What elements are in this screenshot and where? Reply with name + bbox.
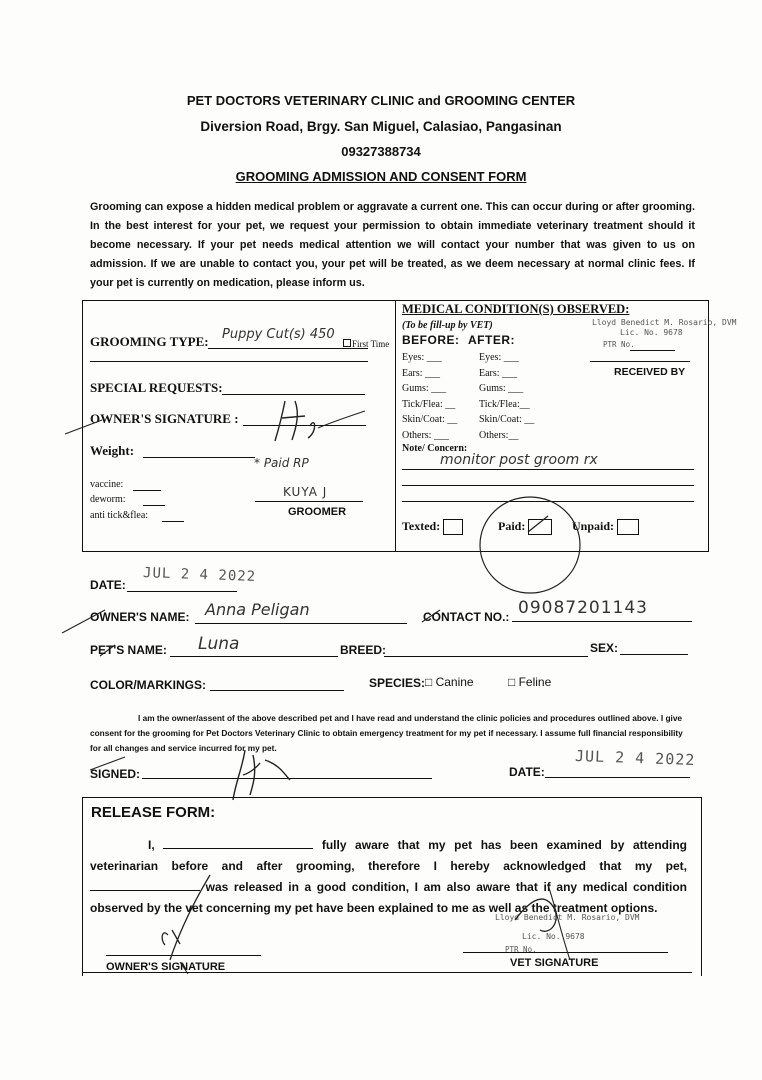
intro-paragraph: Grooming can expose a hidden medical problem or aggravate a current one. This can occur during or after grooming. In the best interest for your pet, we request your permission to obtain immediate veterinary treatment should it become necessary. If your pet needs medical attention we will contact your number that was given to us on admission. If we are unable to contact you, your pet will be treated, as we deem necessary at normal clinic fees. If your pet is currently on medication, please inform us. [90, 201, 695, 289]
owner-name-label: OWNER'S NAME: [90, 610, 190, 624]
signature-strikes [60, 396, 380, 446]
vet-stamp-name: Lloyd Benedict M. Rosario, DVM [592, 318, 737, 327]
texted-checkbox[interactable] [443, 519, 463, 535]
after-item[interactable]: Tick/Flea:__ [479, 398, 530, 410]
release-text-3: was released in a good condition, I am also aware that if any medical condition observed by the vet concerning my pet have been explained to me as well as the treatment options. [90, 880, 687, 915]
release-vet-stamp-name: Lloyd Benedict M. Rosario, DVM [495, 913, 640, 922]
release-text-2: fully aware that my pet has been examined by attending veterinarian before and after grooming, therefore I hereby acknowledged that my pet, [90, 838, 687, 873]
texted-field[interactable] [402, 519, 463, 535]
release-vet-stamp-ptr: PTR No. [505, 945, 537, 954]
paid-label: Paid: [498, 519, 526, 533]
before-list [402, 350, 457, 443]
release-vet-signature [500, 880, 620, 970]
species-canine[interactable]: □ Canine [425, 675, 474, 689]
date-value[interactable]: JUL 2 4 2022 [142, 565, 257, 585]
release-owner-signature [140, 870, 240, 980]
unpaid-label: Unpaid: [572, 519, 615, 533]
special-requests-label: SPECIAL REQUESTS: [90, 380, 223, 395]
before-item[interactable]: Eyes: ___ [402, 352, 442, 363]
contact-value[interactable]: 09087201143 [518, 598, 648, 618]
grooming-type-label: GROOMING TYPE: [90, 334, 209, 349]
release-owner-blank[interactable] [163, 836, 313, 849]
after-item[interactable]: Skin/Coat: __ [479, 414, 535, 425]
note-line-2 [402, 485, 694, 486]
deworm-line[interactable] [143, 505, 165, 506]
species-feline[interactable]: □ Feline [508, 675, 552, 689]
after-label: AFTER: [468, 333, 515, 347]
pet-name-line [170, 656, 338, 657]
before-item[interactable]: Skin/Coat: __ [402, 414, 458, 425]
color-line[interactable] [210, 690, 344, 691]
sex-label: SEX: [590, 641, 619, 655]
received-by-label: RECEIVED BY [614, 366, 686, 378]
before-item[interactable]: Others: ___ [402, 429, 449, 441]
first-time-checkbox[interactable] [343, 339, 389, 349]
pet-name-value[interactable]: Luna [198, 634, 240, 654]
clinic-address: Diversion Road, Brgy. San Miguel, Calasiao, Pangasinan [200, 119, 562, 134]
after-list [479, 350, 534, 443]
medical-title: MEDICAL CONDITION(S) OBSERVED: [402, 302, 630, 316]
strike-marks [60, 600, 480, 680]
note-value[interactable]: monitor post groom rx [440, 452, 598, 468]
sex-line[interactable] [620, 654, 688, 655]
signed-date-line [545, 777, 690, 778]
release-vet-sig-label: VET SIGNATURE [510, 957, 599, 969]
column-divider [395, 300, 396, 552]
groomer-line[interactable] [255, 501, 363, 502]
before-label: BEFORE: [402, 333, 460, 347]
species-label: SPECIES: [369, 676, 426, 690]
color-label: COLOR/MARKINGS: [90, 678, 206, 692]
signed-date-label: DATE: [509, 765, 545, 779]
before-item[interactable]: Gums: ___ [402, 383, 447, 394]
vaccine-label: vaccine: [90, 479, 124, 490]
contact-line [512, 621, 692, 622]
release-text-1: I, [148, 838, 155, 852]
anti-tick-line[interactable] [162, 521, 184, 522]
grooming-type-line-2 [90, 361, 368, 362]
weight-line[interactable] [143, 457, 255, 458]
vet-ptr-line [630, 350, 675, 351]
vet-stamp-ptr: PTR No. [603, 340, 635, 349]
after-item[interactable]: Gums: ___ [479, 383, 524, 394]
signed-label: SIGNED: [90, 767, 141, 781]
texted-label: Texted: [402, 519, 441, 533]
vaccine-line[interactable] [133, 490, 161, 491]
after-item[interactable]: Eyes: ___ [479, 352, 519, 363]
breed-label: BREED: [340, 643, 387, 657]
medical-subtitle: (To be fill-up by VET) [402, 320, 493, 331]
groomer-label: GROOMER [288, 506, 347, 518]
grooming-type-value[interactable]: Puppy Cut(s) 450 [222, 327, 335, 342]
first-time-label: First Time [352, 339, 390, 349]
note-line-1 [402, 469, 694, 470]
before-item[interactable]: Tick/Flea: __ [402, 398, 456, 410]
release-title: RELEASE FORM: [91, 804, 216, 821]
breed-line[interactable] [384, 656, 588, 657]
vet-stamp-lic: Lic. No. 9678 [620, 328, 683, 337]
date-label: DATE: [90, 578, 126, 592]
owner-name-value[interactable]: Anna Peligan [205, 600, 310, 619]
paid-circle-mark [470, 490, 590, 600]
signed-date-value[interactable]: JUL 2 4 2022 [574, 746, 696, 770]
groomer-value: KUYA J [283, 485, 328, 499]
date-line [127, 591, 237, 592]
weight-label: Weight: [90, 443, 135, 458]
pet-name-label: PET'S NAME: [90, 643, 167, 657]
clinic-phone: 09327388734 [341, 144, 421, 159]
after-item[interactable]: Others:__ [479, 429, 519, 441]
after-item[interactable]: Ears: ___ [479, 367, 518, 379]
before-item[interactable]: Ears: ___ [402, 367, 441, 379]
anti-tick-label: anti tick&flea: [90, 510, 149, 521]
contact-label: CONTACT NO.: [423, 610, 510, 624]
special-requests-line[interactable] [222, 394, 365, 395]
release-bottom-line [82, 972, 692, 973]
consent-paragraph: I am the owner/assent of the above described pet and I have read and understand the clinic policies and procedures outlined above. I give consent for the grooming for Pet Doctors Veterinary Clinic to obtain emergency treatment for my pet if necessary. I assume full financial responsibility for all changes and service incurred for my pet. [90, 713, 683, 753]
note-label: Note/ Concern: [402, 443, 468, 454]
received-by-line[interactable] [590, 361, 690, 362]
clinic-name: PET DOCTORS VETERINARY CLINIC and GROOMING CENTER [186, 93, 576, 108]
unpaid-checkbox[interactable] [617, 519, 639, 535]
paid-note: * Paid RP [254, 456, 309, 470]
deworm-label: deworm: [90, 494, 126, 505]
release-vet-stamp-lic: Lic. No. 9678 [522, 932, 585, 941]
release-owner-sig-label: OWNER'S SIGNATURE [106, 961, 226, 973]
owner-signature-label: OWNER'S SIGNATURE : [90, 411, 239, 426]
signed-signature [85, 745, 305, 805]
form-title: GROOMING ADMISSION AND CONSENT FORM [235, 169, 527, 184]
